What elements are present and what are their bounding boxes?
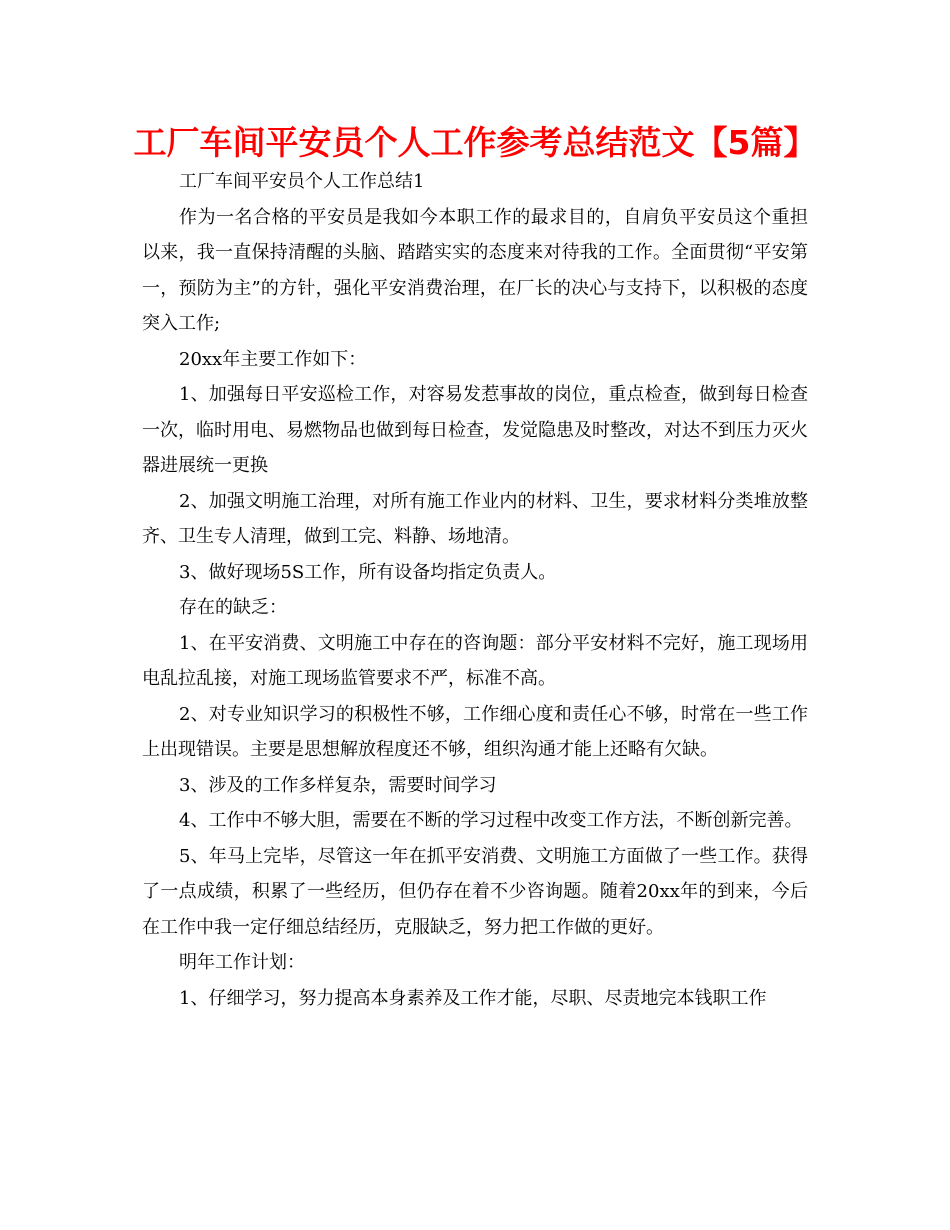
section-heading-summary-1: 工厂车间平安员个人工作总结1 — [179, 171, 425, 192]
paragraph-main-work-heading: 20xx年主要工作如下： — [179, 348, 367, 370]
document-title: 工厂车间平安员个人工作参考总结范文【5篇】 — [133, 123, 817, 162]
paragraph-shortcoming-1: 1、在平安消费、文明施工中存在的咨询题：部分平安材料不完好，施工现场用电乱拉乱接，对施工现场监管要求不严，标准不高。 — [142, 632, 808, 689]
document-body — [142, 164, 808, 1016]
paragraph-shortcoming-4: 4、工作中不够大胆，需要在不断的学习过程中改变工作方法，不断创新完善。 — [179, 810, 803, 831]
paragraph-plan-heading: 明年工作计划： — [179, 952, 305, 973]
paragraph-shortcoming-5: 5、年马上完毕，尽管这一年在抓平安消费、文明施工方面做了一些工作。获得了一点成绩，积累了一些经历，但仍存在着不少咨询题。随着20xx年的到来，今后在工作中我一定仔细总结经历，克服缺乏，努力把工作做的更好。 — [142, 845, 808, 938]
paragraph-work-item-2: 2、加强文明施工治理，对所有施工作业内的材料、卫生，要求材料分类堆放整齐、卫生专人清理，做到工完、料静、场地清。 — [142, 490, 808, 547]
paragraph-plan-item-1: 1、仔细学习，努力提高本身素养及工作才能，尽职、尽责地完本钱职工作 — [179, 987, 767, 1009]
paragraph-work-item-3: 3、做好现场5S工作，所有设备均指定负责人。 — [179, 561, 557, 583]
paragraph-shortcomings-heading: 存在的缺乏： — [179, 597, 287, 618]
paragraph-shortcoming-2: 2、对专业知识学习的积极性不够，工作细心度和责任心不够，时常在一些工作上出现错误。主要是思想解放程度还不够，组织沟通才能上还略有欠缺。 — [142, 703, 808, 760]
paragraph-shortcoming-3: 3、涉及的工作多样复杂，需要时间学习 — [179, 774, 497, 796]
paragraph-intro: 作为一名合格的平安员是我如今本职工作的最求目的，自肩负平安员这个重担以来，我一直保持清醒的头脑、踏踏实实的态度来对待我的工作。全面贯彻“平安第一，预防为主”的方针，强化平安消费治理，在厂长的决心与支持下，以积极的态度突入工作; — [142, 206, 808, 334]
paragraph-work-item-1: 1、加强每日平安巡检工作，对容易发惹事故的岗位，重点检查，做到每日检查一次，临时用电、易燃物品也做到每日检查，发觉隐患及时整改，对达不到压力灭火器进展统一更换 — [142, 384, 808, 476]
